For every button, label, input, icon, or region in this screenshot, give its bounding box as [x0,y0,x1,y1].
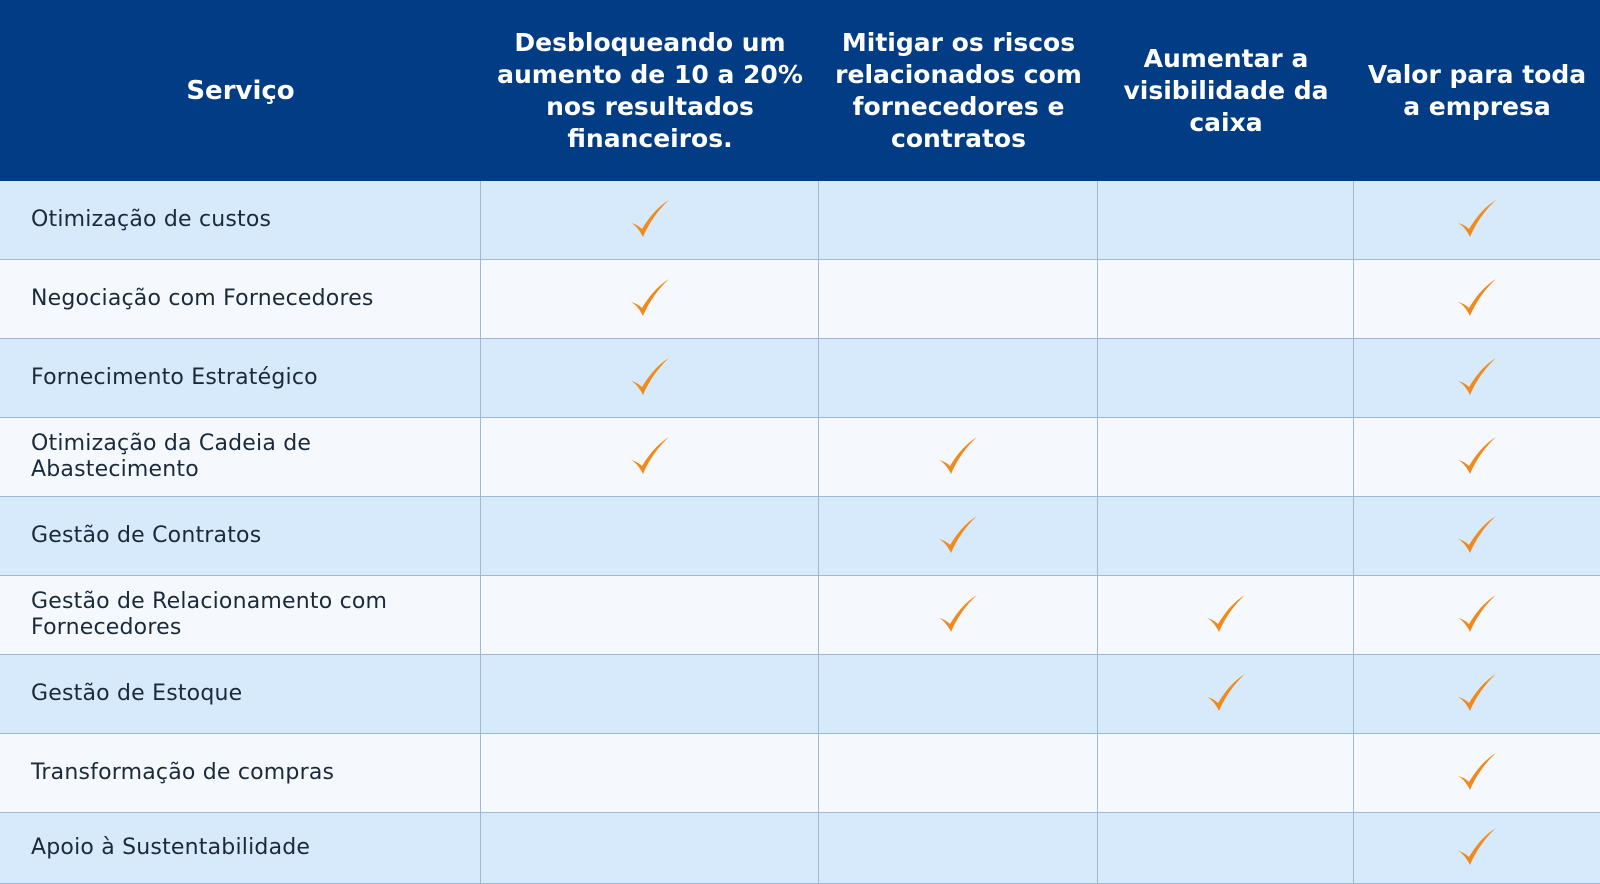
checkmark-svg [1204,671,1248,717]
table-cell [1098,181,1354,260]
table-cell [481,576,819,655]
check-icon [1455,197,1499,243]
service-name: Otimização de custos [0,181,481,260]
table-cell [1098,655,1354,734]
checkmark-svg [1455,276,1499,322]
header-service: Serviço [0,0,481,181]
header-financial-results: Desbloqueando um aumento de 10 a 20% nos resultados financeiros. [481,0,819,181]
checkmark-svg [1455,513,1499,559]
table-cell [481,497,819,576]
checkmark-svg [628,276,672,322]
table-cell [481,260,819,339]
check-icon [628,276,672,322]
service-name: Otimização da Cadeia de Abastecimento [0,418,481,497]
check-icon [936,513,980,559]
checkmark-svg [1455,750,1499,796]
checkmark-svg [1204,592,1248,638]
checkmark-svg [628,434,672,480]
table-cell [1098,576,1354,655]
checkmark-svg [936,434,980,480]
table-cell [819,339,1098,418]
check-icon [1455,276,1499,322]
table-cell [1354,734,1600,813]
table-cell [1354,655,1600,734]
checkmark-svg [1455,592,1499,638]
checkmark-svg [1455,671,1499,717]
table-cell [819,576,1098,655]
table-cell [1354,181,1600,260]
check-icon [1455,434,1499,480]
table-cell [819,260,1098,339]
table-cell [819,734,1098,813]
table-cell [1098,418,1354,497]
check-icon [1455,592,1499,638]
table-cell [481,181,819,260]
table-cell [1098,734,1354,813]
service-name: Gestão de Estoque [0,655,481,734]
table-cell [819,813,1098,884]
table-cell [1354,418,1600,497]
table-cell [481,339,819,418]
table-cell [1354,497,1600,576]
checkmark-svg [1455,825,1499,871]
table-cell [481,418,819,497]
table-cell [481,655,819,734]
table-cell [1354,813,1600,884]
header-mitigate-risks: Mitigar os riscos relacionados com fornecedores e contratos [819,0,1098,181]
check-icon [1204,592,1248,638]
check-icon [1204,671,1248,717]
service-name: Gestão de Relacionamento com Fornecedores [0,576,481,655]
check-icon [936,434,980,480]
header-enterprise-value: Valor para toda a empresa [1354,0,1600,181]
checkmark-svg [936,513,980,559]
table-cell [819,655,1098,734]
table-cell [481,734,819,813]
check-icon [1455,513,1499,559]
check-icon [936,592,980,638]
check-icon [1455,671,1499,717]
check-icon [628,355,672,401]
service-name: Negociação com Fornecedores [0,260,481,339]
checkmark-svg [628,355,672,401]
table-cell [1354,576,1600,655]
table-cell [1354,339,1600,418]
checkmark-svg [1455,197,1499,243]
table-cell [1098,497,1354,576]
check-icon [628,197,672,243]
check-icon [1455,825,1499,871]
service-name: Fornecimento Estratégico [0,339,481,418]
checkmark-svg [1455,434,1499,480]
table-cell [819,418,1098,497]
check-icon [1455,750,1499,796]
checkmark-svg [936,592,980,638]
header-cash-visibility: Aumentar a visibilidade da caixa [1098,0,1354,181]
table-cell [1098,339,1354,418]
service-name: Transformação de compras [0,734,481,813]
service-name: Apoio à Sustentabilidade [0,813,481,884]
table-cell [1354,260,1600,339]
table-cell [819,497,1098,576]
checkmark-svg [628,197,672,243]
service-name: Gestão de Contratos [0,497,481,576]
table-cell [1098,813,1354,884]
check-icon [628,434,672,480]
table-cell [1098,260,1354,339]
checkmark-svg [1455,355,1499,401]
table-cell [481,813,819,884]
table-cell [819,181,1098,260]
check-icon [1455,355,1499,401]
